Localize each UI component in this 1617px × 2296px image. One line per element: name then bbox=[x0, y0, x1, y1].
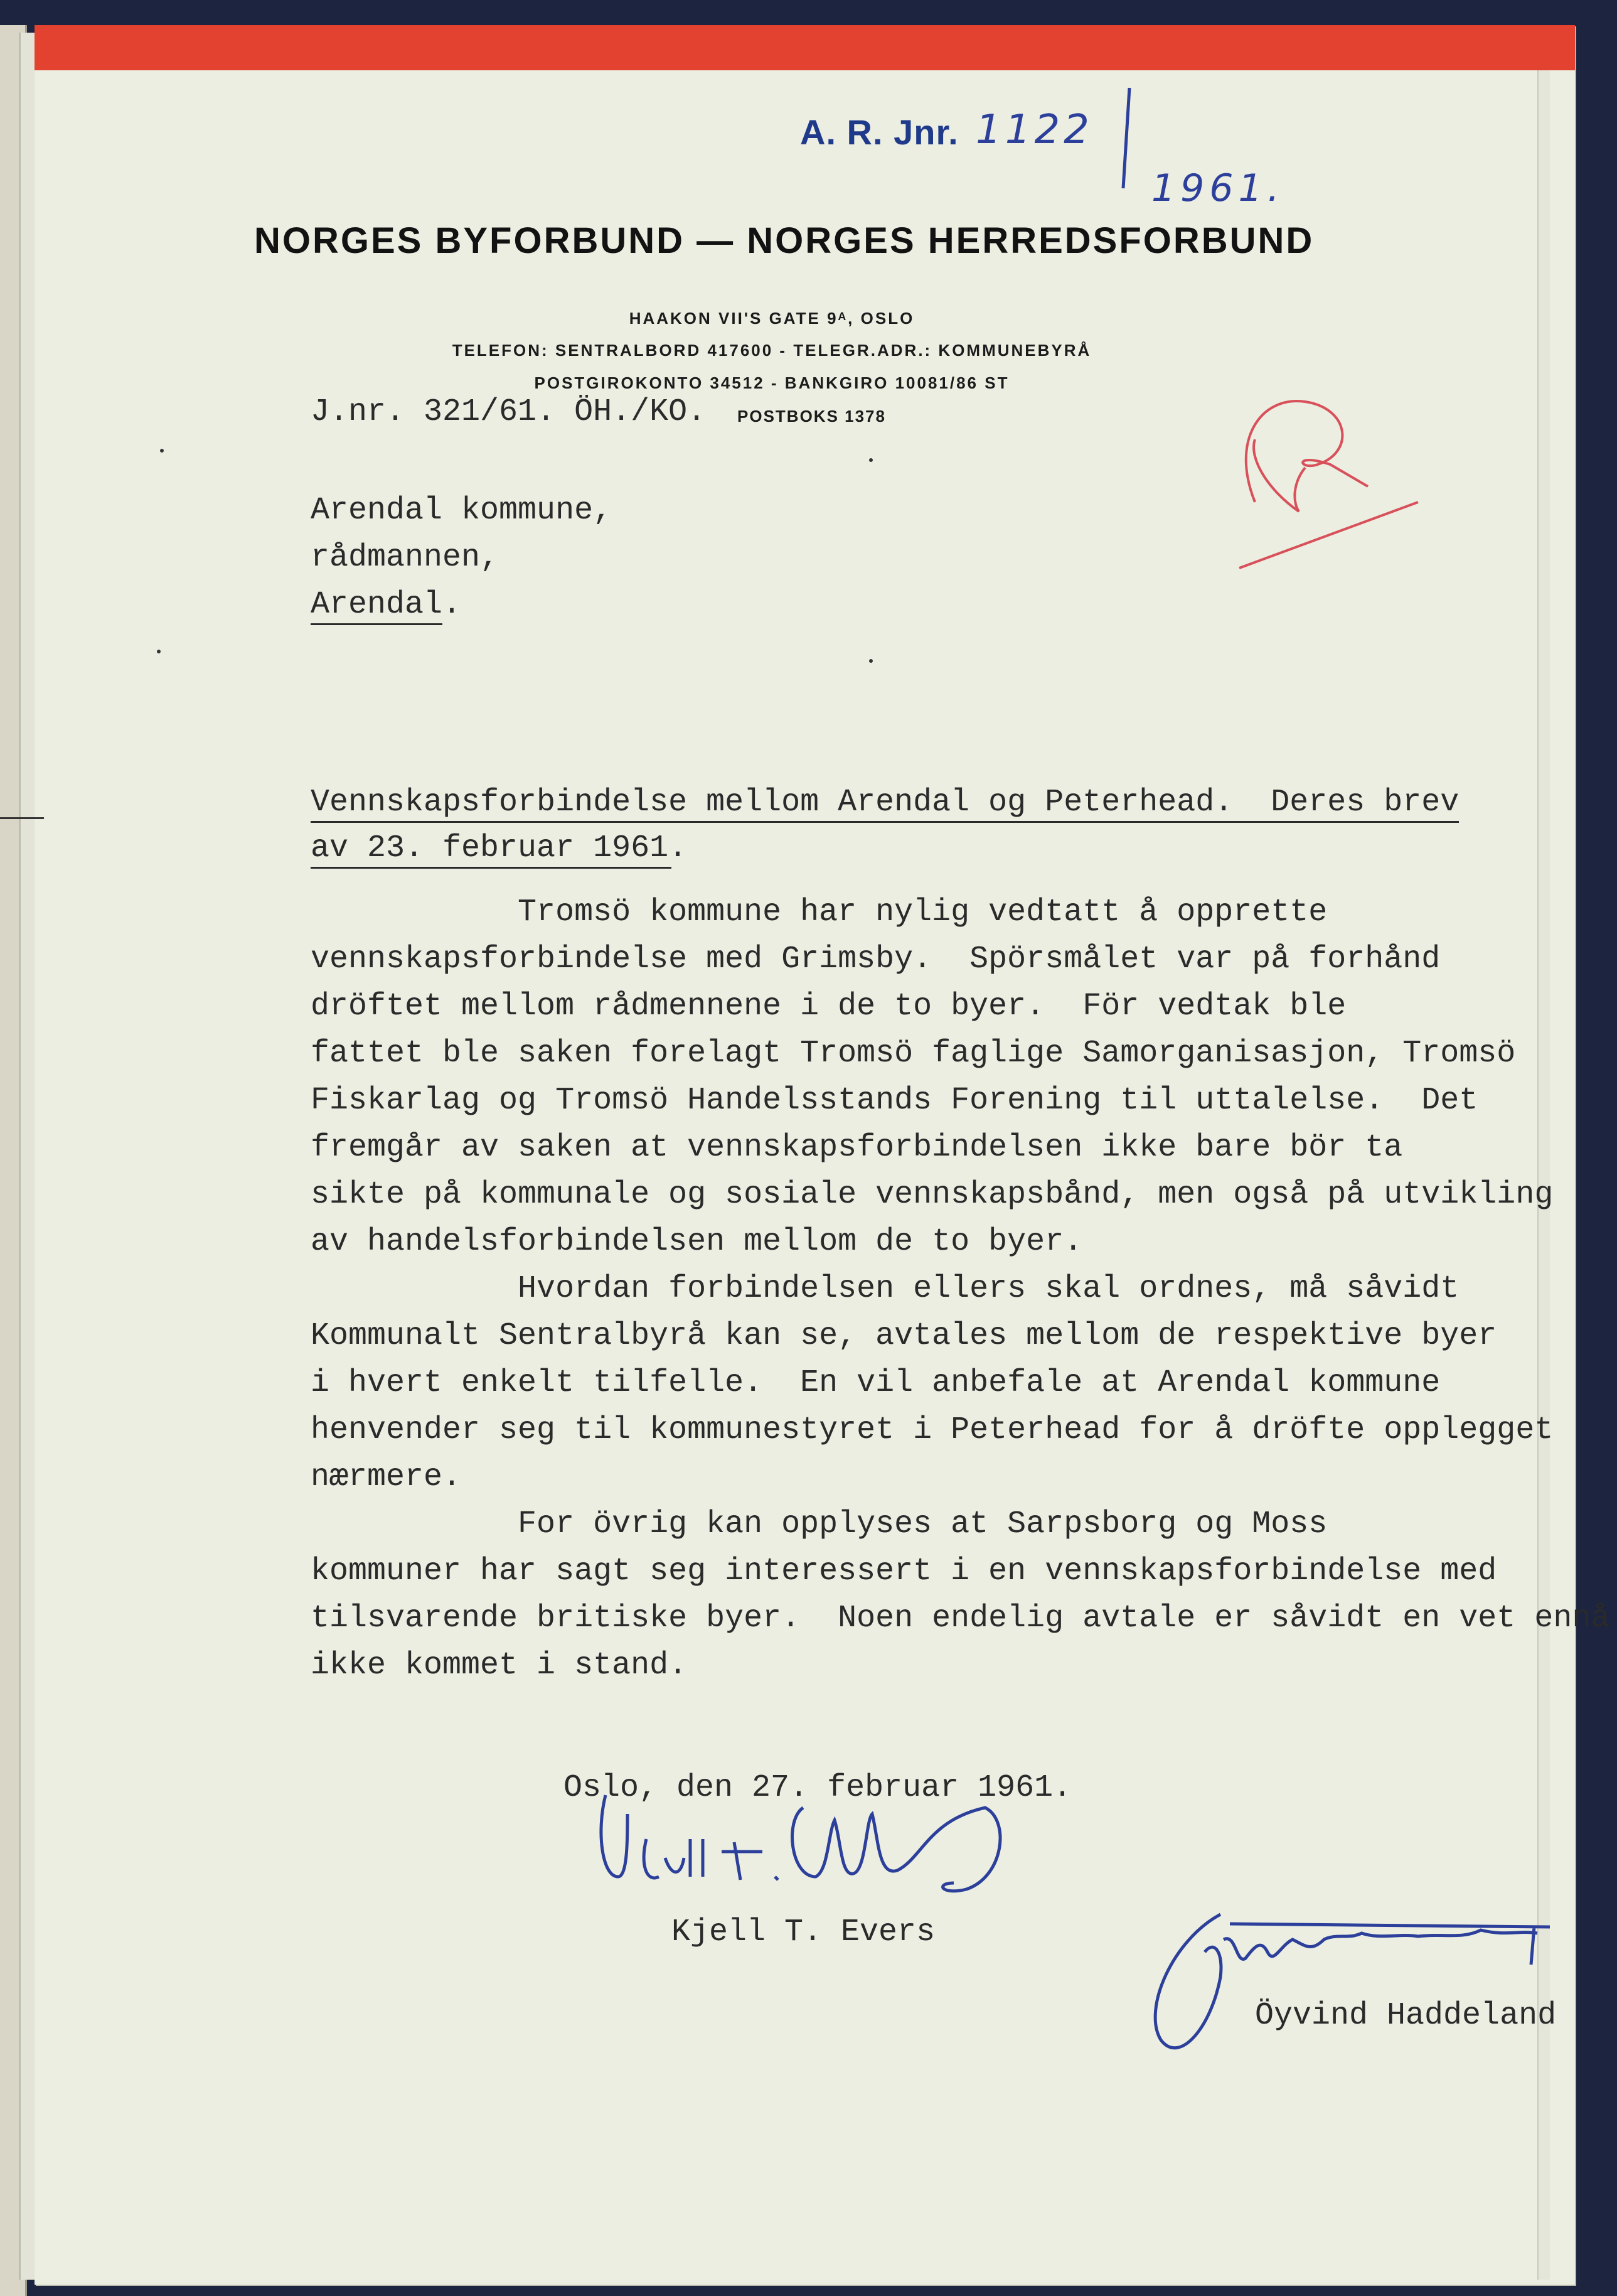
body-line: Kommunalt Sentralbyrå kan se, avtales mellom de respektive byer bbox=[311, 1318, 1497, 1354]
letterhead-postbox: POSTBOKS 1378 bbox=[737, 407, 886, 426]
red-pencil-r-mark bbox=[1246, 401, 1368, 512]
registration-stamp-label: A. R. Jnr. bbox=[800, 112, 959, 152]
body-line: Tromsö kommune har nylig vedtatt å opprette bbox=[311, 894, 1328, 930]
body-line: dröftet mellom rådmennene i de to byer. För vedtak ble bbox=[311, 989, 1347, 1024]
signature-evers bbox=[601, 1795, 1000, 1891]
journal-reference: J.nr. 321/61. ÖH./KO. bbox=[311, 394, 707, 430]
signature-haddeland bbox=[1155, 1914, 1550, 2048]
body-line: fremgår av saken at vennskapsforbindelsen ikke bare bör ta bbox=[311, 1130, 1403, 1166]
registration-number: 1122 bbox=[976, 107, 1093, 153]
recipient-line-2: rådmannen, bbox=[311, 540, 499, 576]
body-line: Fiskarlag og Tromsö Handelsstands Forening til uttalelse. Det bbox=[311, 1083, 1478, 1118]
letterhead-accounts: POSTGIROKONTO 34512 - BANKGIRO 10081/86 ST bbox=[534, 373, 1010, 392]
body-line: ikke kommet i stand. bbox=[311, 1648, 688, 1683]
stamp-divider-stroke bbox=[1123, 88, 1129, 188]
body-line: For övrig kan opplyses at Sarpsborg og Moss bbox=[311, 1506, 1328, 1542]
recipient-line-3: Arendal. bbox=[311, 587, 462, 623]
body-line: Hvordan forbindelsen ellers skal ordnes, må såvidt bbox=[311, 1271, 1460, 1307]
recipient-line-1: Arendal kommune, bbox=[311, 493, 612, 528]
subject-line-2: av 23. februar 1961. bbox=[311, 830, 688, 866]
signatory-name-2: Öyvind Haddeland bbox=[1255, 1998, 1557, 2034]
body-line: henvender seg til kommunestyret i Peterhead for å dröfte opplegget bbox=[311, 1412, 1554, 1448]
body-line: i hvert enkelt tilfelle. En vil anbefale at Arendal kommune bbox=[311, 1365, 1441, 1401]
place-and-date: Oslo, den 27. februar 1961. bbox=[563, 1770, 1072, 1806]
body-line: sikte på kommunale og sosiale vennskapsbånd, men også på utvikling bbox=[311, 1177, 1554, 1213]
body-line: kommuner har sagt seg interessert i en vennskapsforbindelse med bbox=[311, 1553, 1497, 1589]
signatory-name-1: Kjell T. Evers bbox=[671, 1914, 936, 1950]
body-line: fattet ble saken forelagt Tromsö faglige Samorganisasjon, Tromsö bbox=[311, 1036, 1516, 1071]
body-line: vennskapsforbindelse med Grimsby. Spörsmålet var på forhånd bbox=[311, 941, 1441, 977]
registration-year: 1961. bbox=[1151, 166, 1284, 210]
body-line: av handelsforbindelsen mellom de to byer. bbox=[311, 1224, 1083, 1260]
red-pencil-slash-mark bbox=[1239, 502, 1418, 568]
body-line: tilsvarende britiske byer. Noen endelig avtale er såvidt en vet ennå bbox=[311, 1601, 1610, 1636]
body-line: nærmere. bbox=[311, 1459, 462, 1495]
letterhead-address: HAAKON VII'S GATE 9ᴬ, OSLO bbox=[629, 309, 915, 328]
letterhead-organization: NORGES BYFORBUND — NORGES HERREDSFORBUND bbox=[254, 220, 1315, 261]
letterhead-telephone: TELEFON: SENTRALBORD 417600 - TELEGR.ADR.: KOMMUNEBYRÅ bbox=[452, 341, 1092, 360]
subject-line-1: Vennskapsforbindelse mellom Arendal og Peterhead. Deres brev bbox=[311, 785, 1460, 820]
